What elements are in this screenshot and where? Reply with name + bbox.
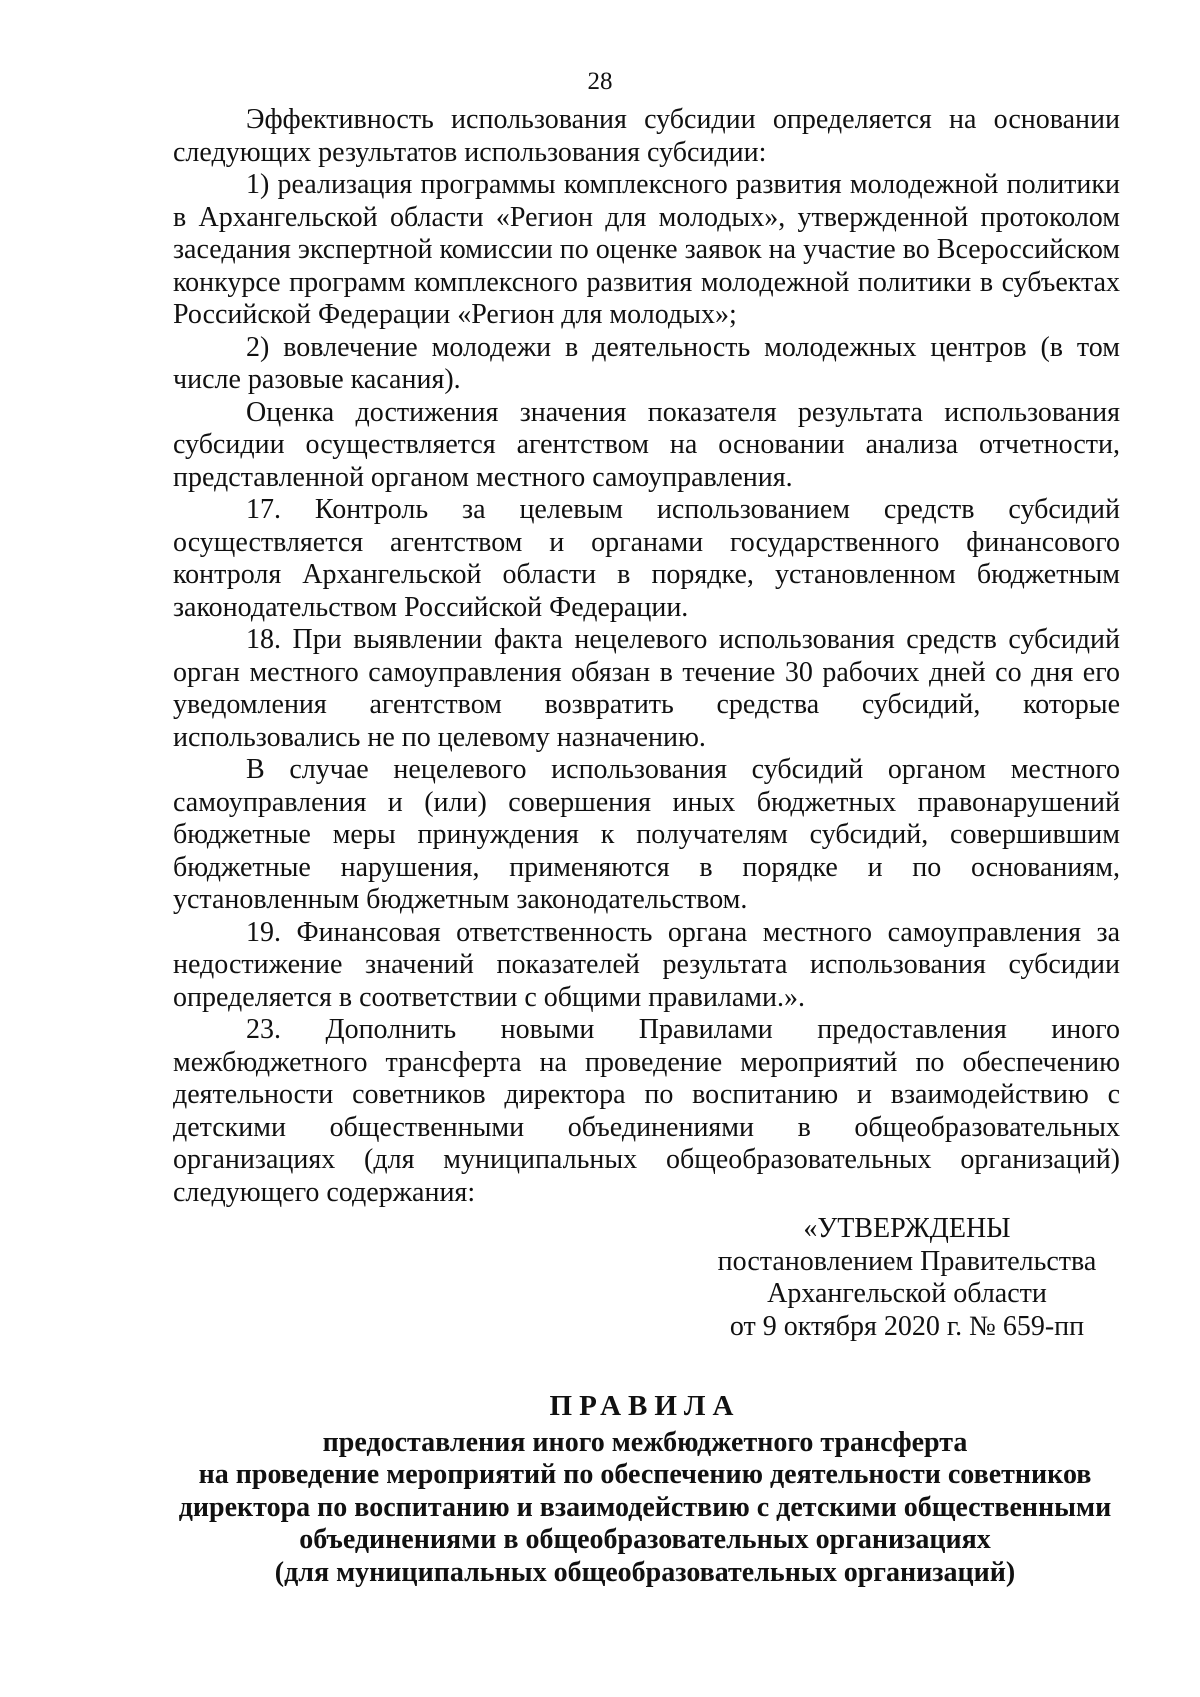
rules-subtitle-line-2: на проведение мероприятий по обеспечению деятельности советников [198,1459,1092,1490]
approval-issuer: постановлением Правительства [717,1245,1097,1277]
paragraph-misuse: В случае нецелевого использования субсидий органом местного самоуправления и (или) совершения иных бюджетных правонарушений бюджетные меры принуждения к получателям субсидий, совершившим бюджетные нарушения, применяются в порядке и по основаниям, установленным бюджетным законодательством. [173,754,1120,915]
rules-subtitle-line-4: объединениями в общеобразовательных организациях [299,1524,991,1555]
paragraph-result-1: 1) реализация программы комплексного развития молодежной политики в Архангельской области «Регион для молодых», утвержденной протоколом заседания экспертной комиссии по оценке заявок на участие во Всероссийском конкурсе программ комплексного развития молодежной политики в субъектах Российской Федерации «Регион для молодых»; [173,169,1120,330]
paragraph-result-2: 2) вовлечение молодежи в деятельность молодежных центров (в том числе разовые касания). [173,331,1120,395]
paragraph-evaluation: Оценка достижения значения показателя результата использования субсидии осуществляется агентством на основании анализа отчетности, представленной органом местного самоуправления. [173,396,1120,493]
rules-title: ПРАВИЛА [549,1390,741,1422]
rules-subtitle-line-3: директора по воспитанию и взаимодействию с детскими общественными [178,1491,1112,1523]
paragraph-item-19: 19. Финансовая ответственность органа местного самоуправления за недостижение значений показателей результата использования субсидии определяется в соответствии с общими правилами.». [173,916,1120,1013]
page-number: 28 [587,68,613,95]
rules-subtitle-line-1: предоставления иного межбюджетного трансферта [322,1426,968,1458]
paragraph-item-18: 18. При выявлении факта нецелевого использования средств субсидий орган местного самоуправления обязан в течение 30 рабочих дней со дня его уведомления агентством возвратить средства субсидий, которые использовались не по целевому назначению. [173,624,1120,753]
document-body [173,104,1120,1209]
approval-stamp-block [712,1213,1102,1343]
paragraph-effectiveness: Эффективность использования субсидии определяется на основании следующих результатов использования субсидии: [173,104,1120,168]
paragraph-item-17: 17. Контроль за целевым использованием средств субсидий осуществляется агентством и органами государственного финансового контроля Архангельской области в порядке, установленном бюджетным законодательством Российской Федерации. [173,494,1120,623]
approval-date-number: от 9 октября 2020 г. № 659-пп [729,1310,1085,1342]
approval-region: Архангельской области [767,1278,1047,1309]
approval-heading: «УТВЕРЖДЕНЫ [803,1213,1011,1244]
rules-title-block [150,1390,1140,1589]
paragraph-item-23: 23. Дополнить новыми Правилами предоставления иного межбюджетного трансферта на проведение мероприятий по обеспечению деятельности советников директора по воспитанию и взаимодействию с детскими общественными объединениями в общеобразовательных организациях (для муниципальных общеобразовательных организаций) следующего содержания: [173,1014,1120,1208]
rules-subtitle-line-5: (для муниципальных общеобразовательных организаций) [274,1556,1016,1588]
